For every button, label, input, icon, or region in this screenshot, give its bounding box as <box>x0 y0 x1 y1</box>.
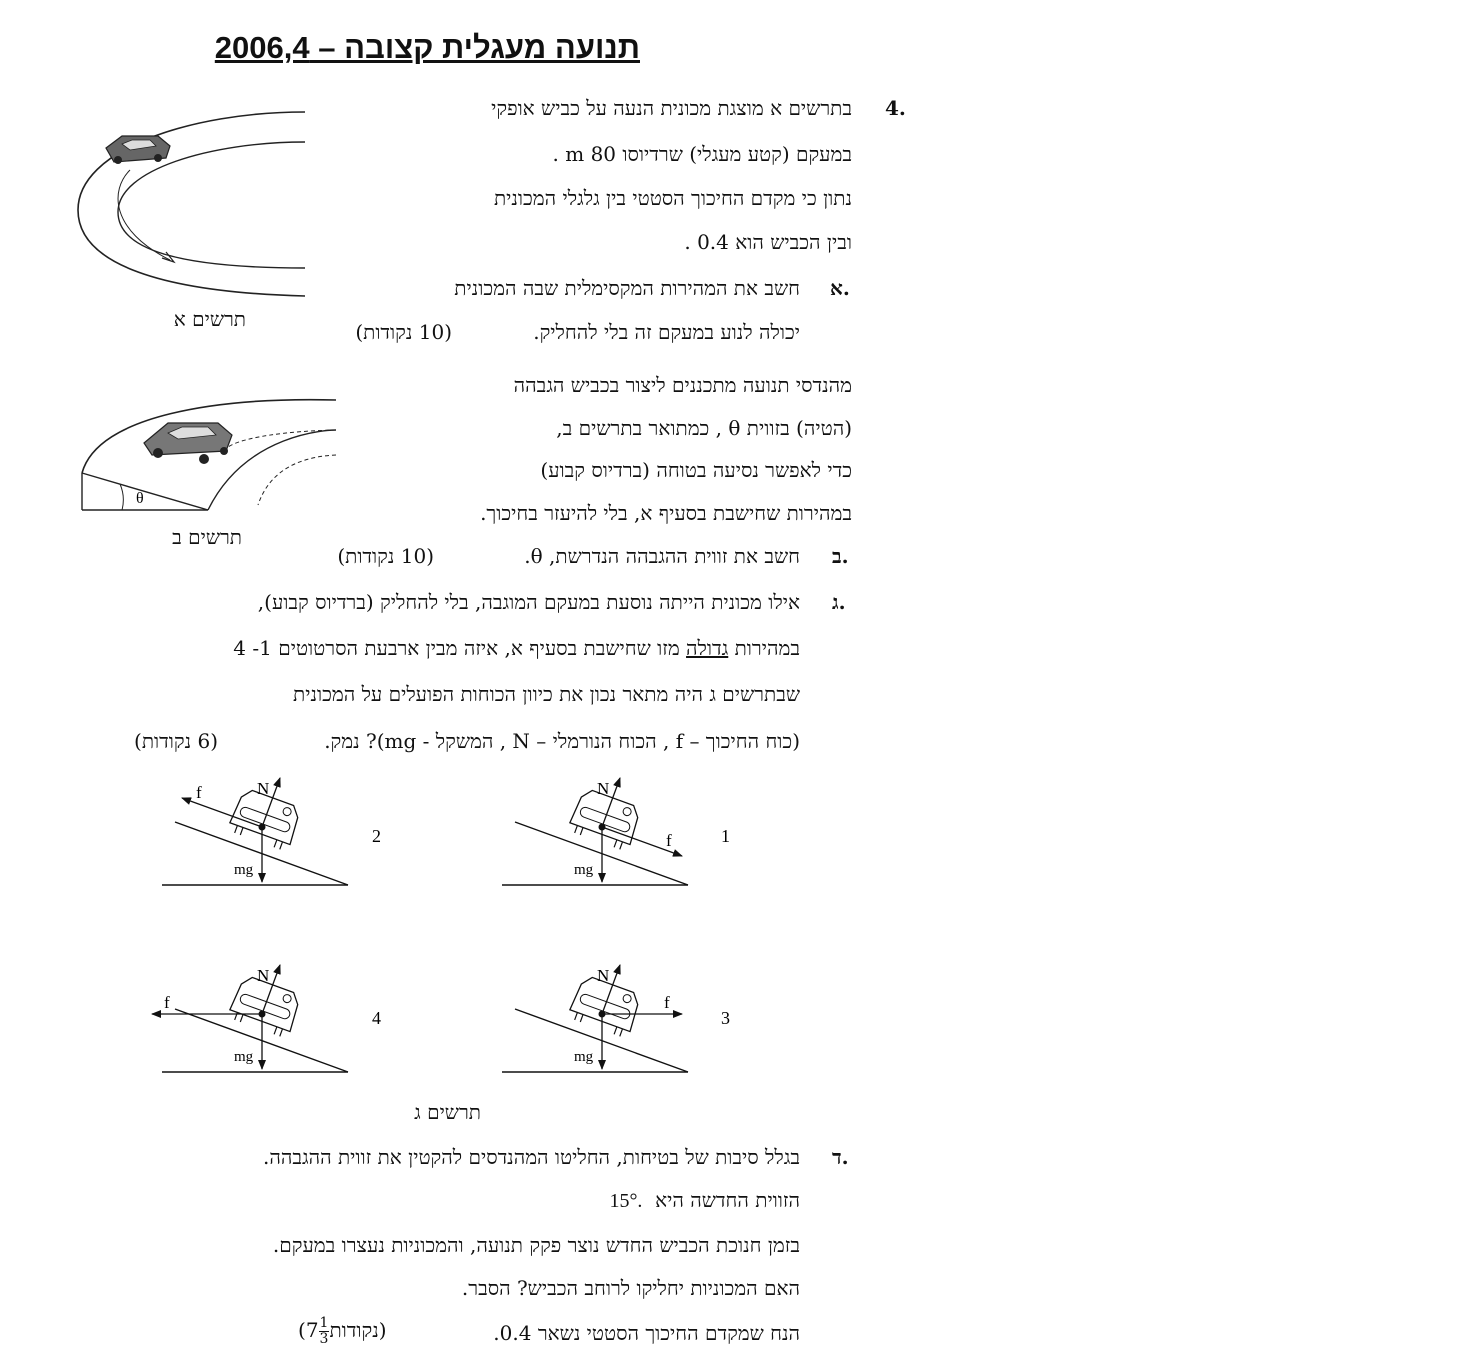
intro-line-3: נתון כי מקדם החיכוך הסטטי בין גלגלי המכונית <box>493 186 852 210</box>
diagram-3-number: 3 <box>721 1008 730 1028</box>
diagram-3-N-label: N <box>597 966 610 985</box>
diagram-1-number: 1 <box>721 826 730 846</box>
part-d-line-2: הזווית החדשה היא 15°. <box>609 1188 800 1212</box>
diagram-4-number: 4 <box>372 1008 381 1028</box>
new-angle-value: 15°. <box>609 1190 643 1212</box>
diagram-1 <box>502 778 730 885</box>
part-a-points: (10 נקודות) <box>355 320 452 344</box>
intro-line-1: בתרשים א מוצגת מכונית הנעה על כביש אופקי <box>491 96 852 120</box>
figure-c-caption: תרשים ג <box>414 1100 481 1124</box>
part-d-label: ד. <box>832 1145 849 1169</box>
banking-line-1: מהנדסי תנועה מתכננים ליצור בכביש הגבהה <box>513 373 852 397</box>
diagram-4-f-label: f <box>164 993 170 1012</box>
diagram-2 <box>162 778 381 885</box>
diagram-2-f-label: f <box>196 783 202 802</box>
diagram-2-N-label: N <box>257 779 270 798</box>
diagram-4-N-label: N <box>257 966 270 985</box>
part-c-line-4: (כוח החיכוך – f , הכוח הנורמלי – N , המשקל - mg)? נמק. <box>324 729 800 753</box>
banking-line-3: כדי לאפשר נסיעה בטוחה (ברדיוס קבוע) <box>540 458 852 482</box>
car-b-icon <box>144 423 232 464</box>
part-a-line-1: חשב את המהירות המקסימלית שבה המכונית <box>454 276 800 300</box>
part-d-line-1: בגלל סיבות של בטיחות, החליטו המהנדסים להקטין את זווית ההגבהה. <box>262 1145 800 1169</box>
banking-line-2: (הטיה) בזווית θ , כמתואר בתרשים ב, <box>556 416 852 440</box>
intro-line-2: במעקם (קטע מעגלי) שרדיוסו 80 m . <box>552 142 852 166</box>
diagram-4 <box>152 965 381 1072</box>
figure-a-caption: תרשים א <box>173 307 246 331</box>
part-c-points: (6 נקודות) <box>134 729 218 753</box>
question-number: 4. <box>885 96 906 120</box>
diagram-2-number: 2 <box>372 826 381 846</box>
diagram-3 <box>502 965 730 1072</box>
diagram-1-f-label: f <box>666 831 672 850</box>
part-c-label: ג. <box>832 590 846 614</box>
part-b-points: (10 נקודות) <box>337 544 434 568</box>
figure-b-banked-road <box>78 395 340 515</box>
figure-b-caption: תרשים ב <box>172 525 242 549</box>
diagram-2-mg-label: mg <box>234 862 254 878</box>
part-d-line-5: הנח שמקדם החיכוך הסטטי נשאר 0.4. <box>493 1321 800 1345</box>
part-a-label: א. <box>830 276 850 300</box>
figure-c-force-diagrams <box>150 770 750 1080</box>
part-b-label: ב. <box>832 544 849 568</box>
diagram-4-mg-label: mg <box>234 1049 254 1065</box>
diagram-3-mg-label: mg <box>574 1049 594 1065</box>
underlined-word: גדולה <box>686 636 729 660</box>
car-a-icon <box>106 136 170 164</box>
diagram-1-mg-label: mg <box>574 862 594 878</box>
banking-line-4: במהירות שחישבת בסעיף א, בלי להיעזר בחיכוך. <box>480 501 852 525</box>
part-d-points: (7 $\frac{1}{3}$ נקודות) <box>298 1315 387 1347</box>
diagram-3-f-label: f <box>664 993 670 1012</box>
page-title: תנועה מעגלית קצובה – 2006,4 <box>214 30 640 65</box>
figure-b-angle-label: θ <box>136 490 144 507</box>
part-c-line-2: במהירות גדולה מזו שחישבת בסעיף א, איזה מבין ארבעת הסרטוטים 1- 4 <box>233 636 800 660</box>
part-d-line-4: האם המכוניות יחליקו לרוחב הכביש? הסבר. <box>461 1276 800 1300</box>
diagram-1-N-label: N <box>597 779 610 798</box>
part-d-line-3: בזמן חנוכת הכביש החדש נוצר פקק תנועה, והמכוניות נעצרו במעקם. <box>272 1233 800 1257</box>
part-b-text: חשב את זווית ההגבהה הנדרשת, θ. <box>524 544 800 568</box>
intro-line-4: ובין הכביש הוא 0.4 . <box>684 230 852 254</box>
figure-a-curved-road <box>70 100 320 300</box>
part-c-line-3: שבתרשים ג היה מתאר נכון את כיוון הכוחות הפועלים על המכונית <box>293 682 800 706</box>
part-c-line-1: אילו מכונית הייתה נוסעת במעקם המוגבה, בלי להחליק (ברדיוס קבוע), <box>257 590 800 614</box>
part-a-line-2: יכולה לנוע במעקם זה בלי להחליק. <box>533 320 800 344</box>
